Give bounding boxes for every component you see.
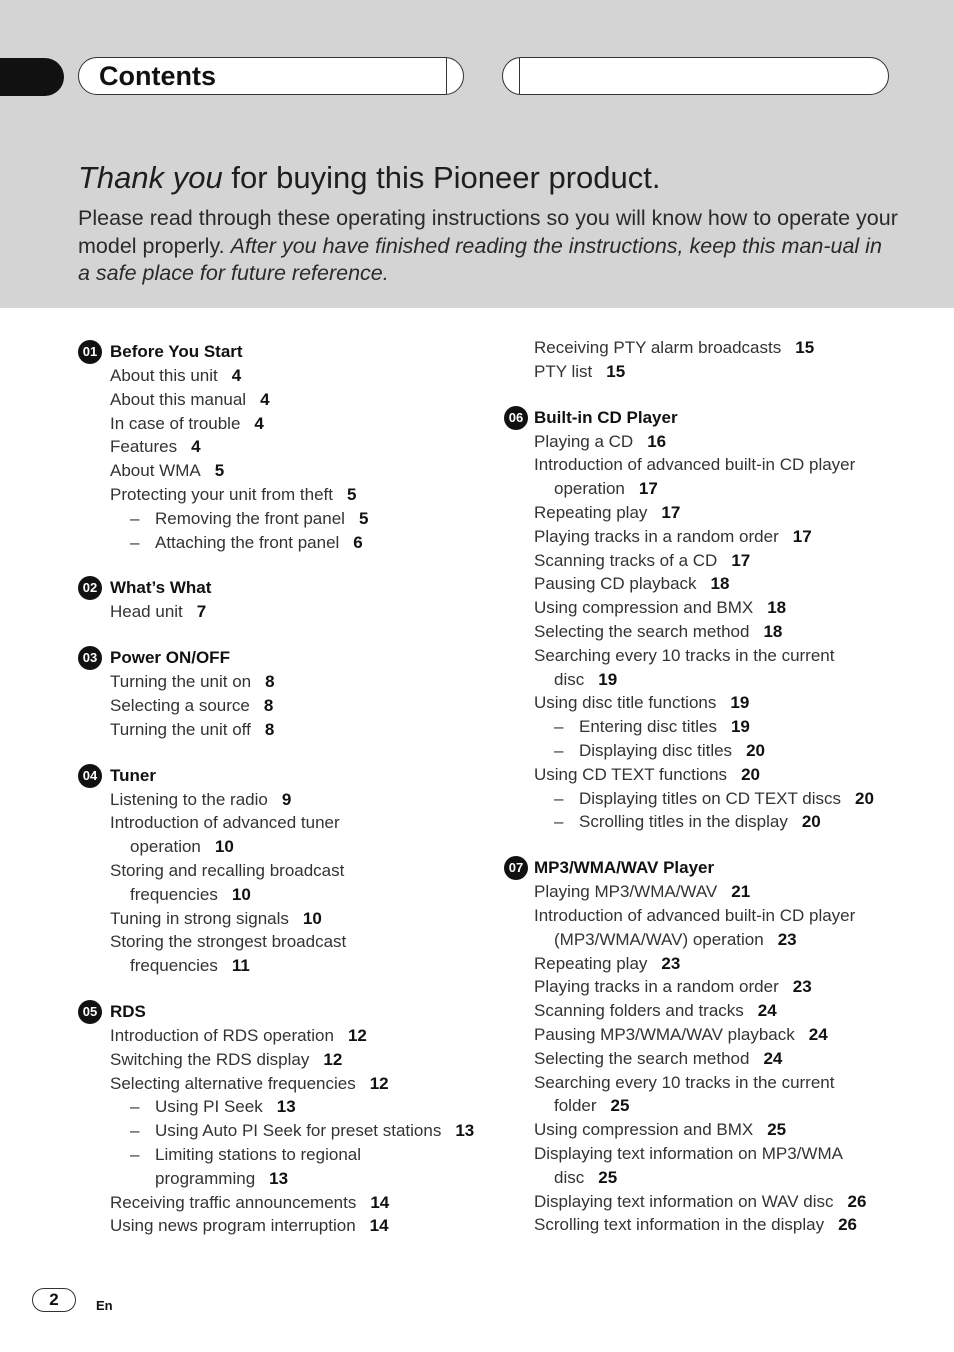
toc-entry[interactable] bbox=[504, 1023, 924, 1047]
entry-page-number: 10 bbox=[231, 884, 251, 904]
toc-right-column bbox=[504, 336, 924, 1259]
entry-title: Receiving PTY alarm broadcasts bbox=[534, 338, 782, 357]
entry-page-number: 20 bbox=[801, 812, 821, 832]
toc-entry[interactable] bbox=[78, 1095, 478, 1119]
entry-title-wrap: (MP3/WMA/WAV) operation bbox=[554, 929, 764, 949]
section-heading bbox=[78, 764, 478, 788]
entry-page-number: 14 bbox=[370, 1192, 390, 1212]
entry-page-number: 8 bbox=[263, 695, 274, 715]
pill-divider bbox=[519, 58, 520, 94]
entry-title: Displaying disc titles bbox=[579, 740, 733, 760]
entry-title: Introduction of advanced built-in CD player bbox=[534, 455, 856, 475]
toc-entry[interactable] bbox=[504, 336, 924, 360]
entry-title: Scrolling text information in the display bbox=[534, 1215, 825, 1235]
toc-entry[interactable] bbox=[504, 596, 924, 620]
entry-title: Head unit bbox=[110, 602, 183, 622]
entry-page-number: 18 bbox=[767, 598, 787, 618]
toc-entry[interactable] bbox=[504, 715, 924, 739]
entry-title: Using PI Seek bbox=[155, 1097, 263, 1117]
toc-entry[interactable] bbox=[504, 549, 924, 573]
entry-page-number: 17 bbox=[661, 502, 681, 522]
entry-page-number: 7 bbox=[196, 602, 207, 622]
entry-title: Playing MP3/WMA/WAV bbox=[534, 882, 718, 902]
toc-entry[interactable] bbox=[504, 691, 924, 715]
toc-entry[interactable] bbox=[78, 1119, 478, 1143]
entry-title: Removing the front panel bbox=[155, 508, 345, 528]
entry-title-continued bbox=[110, 954, 478, 978]
section-title: RDS bbox=[110, 1001, 146, 1021]
toc-entry[interactable] bbox=[504, 644, 924, 692]
entry-page-number: 12 bbox=[323, 1049, 343, 1069]
toc-entry[interactable] bbox=[78, 718, 478, 742]
toc-entry[interactable] bbox=[78, 811, 478, 859]
toc-entry[interactable] bbox=[504, 501, 924, 525]
intro-italic: After you have finished reading the instructions, keep this man-ual in a safe place for future reference. bbox=[78, 233, 882, 285]
entry-page-number: 26 bbox=[847, 1191, 867, 1211]
language-code: En bbox=[96, 1298, 113, 1313]
toc-entry[interactable] bbox=[78, 907, 478, 931]
entry-title: Searching every 10 tracks in the current bbox=[534, 1072, 835, 1092]
entry-title: Using Auto PI Seek for preset stations bbox=[155, 1121, 442, 1141]
toc-entry[interactable] bbox=[504, 360, 924, 384]
toc-entry[interactable] bbox=[78, 694, 478, 718]
dash-marker: – bbox=[130, 1097, 140, 1117]
entry-page-number: 11 bbox=[231, 956, 250, 976]
entry-title: In case of trouble bbox=[110, 413, 241, 433]
section-number-badge: 03 bbox=[78, 646, 102, 670]
section-title: MP3/WMA/WAV Player bbox=[534, 858, 715, 878]
dash-marker: – bbox=[554, 788, 564, 808]
entry-page-number: 10 bbox=[214, 837, 234, 857]
section-heading bbox=[504, 406, 924, 430]
entry-title: Using compression and BMX bbox=[534, 1120, 754, 1140]
toc-entry[interactable] bbox=[504, 525, 924, 549]
section-number-badge: 06 bbox=[504, 406, 528, 430]
entry-title: Using CD TEXT functions bbox=[534, 764, 728, 784]
toc-entry[interactable] bbox=[504, 1118, 924, 1142]
toc-left-column bbox=[78, 340, 478, 1260]
toc-entry[interactable] bbox=[78, 483, 478, 507]
entry-title: Selecting a source bbox=[110, 695, 250, 715]
entry-title: Scrolling titles in the display bbox=[579, 812, 788, 832]
toc-entry[interactable] bbox=[78, 670, 478, 694]
entry-title: Listening to the radio bbox=[110, 789, 268, 809]
entry-title: Receiving traffic announcements bbox=[110, 1192, 357, 1212]
entry-page-number: 19 bbox=[730, 717, 750, 737]
entry-title: Selecting alternative frequencies bbox=[110, 1073, 356, 1093]
section-title: Built-in CD Player bbox=[534, 407, 678, 427]
toc-entry[interactable] bbox=[504, 1213, 924, 1237]
toc-entry[interactable] bbox=[78, 507, 478, 531]
entry-title-continued bbox=[534, 928, 924, 952]
section-number-badge: 02 bbox=[78, 576, 102, 600]
entry-page-number: 12 bbox=[347, 1025, 367, 1045]
toc-entry[interactable] bbox=[504, 904, 924, 952]
toc-entry[interactable] bbox=[504, 880, 924, 904]
intro-paragraph bbox=[78, 205, 898, 288]
section-heading bbox=[78, 576, 478, 600]
entry-title: About this unit bbox=[110, 366, 218, 385]
entry-title: Playing a CD bbox=[534, 431, 634, 451]
entry-title: Features bbox=[110, 437, 178, 457]
toc-entry[interactable] bbox=[504, 952, 924, 976]
toc-entry[interactable] bbox=[504, 763, 924, 787]
entry-title: About this manual bbox=[110, 389, 247, 409]
section-heading bbox=[78, 340, 478, 364]
entry-title-wrap: frequencies bbox=[130, 956, 218, 976]
entry-page-number: 25 bbox=[598, 1167, 618, 1187]
toc-entry[interactable] bbox=[78, 1143, 478, 1191]
entry-page-number: 9 bbox=[281, 789, 292, 809]
thank-you-heading bbox=[78, 160, 660, 196]
blank-title-box bbox=[502, 57, 889, 95]
toc-entry[interactable] bbox=[78, 1191, 478, 1215]
entry-title: Displaying text information on WAV disc bbox=[534, 1191, 834, 1211]
entry-title-wrap: operation bbox=[554, 479, 625, 499]
entry-page-number: 24 bbox=[763, 1048, 783, 1068]
section-tab bbox=[0, 58, 64, 96]
section-heading bbox=[78, 1000, 478, 1024]
toc-entry[interactable] bbox=[78, 1048, 478, 1072]
entry-title: Playing tracks in a random order bbox=[534, 526, 779, 546]
toc-entry[interactable] bbox=[78, 600, 478, 624]
entry-page-number: 13 bbox=[455, 1121, 475, 1141]
section-number-badge: 01 bbox=[78, 340, 102, 364]
toc-section bbox=[504, 856, 924, 1237]
entry-page-number: 23 bbox=[777, 929, 797, 949]
intro-plain: Please read through these operating instructions so you will know how to operate your model properly. bbox=[78, 206, 898, 258]
contents-title: Contents bbox=[99, 61, 216, 91]
toc-entry[interactable] bbox=[78, 388, 478, 412]
entry-title: Attaching the front panel bbox=[155, 532, 340, 552]
entry-page-number: 13 bbox=[269, 1168, 289, 1188]
toc-entry[interactable] bbox=[504, 999, 924, 1023]
entry-page-number: 24 bbox=[808, 1024, 828, 1044]
toc-entry[interactable] bbox=[78, 930, 478, 978]
section-number-badge: 05 bbox=[78, 1000, 102, 1024]
entry-title: PTY list bbox=[534, 361, 593, 381]
page-number: 2 bbox=[32, 1288, 76, 1312]
entry-page-number: 12 bbox=[369, 1073, 389, 1093]
entry-title: Scanning tracks of a CD bbox=[534, 550, 718, 570]
heading-rest: for buying this Pioneer product. bbox=[222, 160, 661, 195]
entry-title: Scanning folders and tracks bbox=[534, 1001, 744, 1021]
toc-entry[interactable] bbox=[504, 430, 924, 454]
entry-page-number: 25 bbox=[610, 1096, 630, 1116]
toc-section bbox=[78, 340, 478, 554]
dash-marker: – bbox=[130, 508, 140, 528]
toc-section bbox=[504, 406, 924, 835]
section-title: Tuner bbox=[110, 765, 156, 785]
dash-marker: – bbox=[130, 1144, 140, 1164]
entry-page-number: 20 bbox=[741, 764, 760, 784]
entry-title-continued bbox=[534, 477, 924, 501]
entry-title: Storing the strongest broadcast bbox=[110, 932, 347, 952]
entry-title: Turning the unit off bbox=[110, 719, 251, 739]
contents-title-box bbox=[78, 57, 464, 95]
entry-title-wrap: disc bbox=[554, 669, 585, 689]
toc-entry[interactable] bbox=[504, 739, 924, 763]
entry-page-number: 14 bbox=[369, 1216, 389, 1236]
entry-title: Storing and recalling broadcast bbox=[110, 860, 345, 880]
entry-page-number: 16 bbox=[647, 431, 667, 451]
entry-title: Switching the RDS display bbox=[110, 1049, 310, 1069]
entry-page-number: 18 bbox=[763, 621, 783, 641]
toc-entry[interactable] bbox=[78, 459, 478, 483]
entry-title-continued bbox=[534, 1094, 924, 1118]
dash-marker: – bbox=[130, 1121, 140, 1141]
entry-title: Selecting the search method bbox=[534, 621, 750, 641]
entry-page-number: 18 bbox=[710, 574, 730, 594]
dash-marker: – bbox=[554, 812, 564, 832]
entry-page-number: 5 bbox=[358, 508, 369, 528]
toc-entry[interactable] bbox=[78, 859, 478, 907]
entry-title-wrap: frequencies bbox=[130, 884, 218, 904]
entry-title-continued bbox=[110, 835, 478, 859]
entry-title-wrap: operation bbox=[130, 837, 201, 857]
entry-title-wrap: disc bbox=[554, 1167, 585, 1187]
pill-divider bbox=[446, 58, 447, 94]
entry-title-continued bbox=[534, 1166, 924, 1190]
entry-page-number: 15 bbox=[795, 338, 815, 357]
section-heading bbox=[78, 646, 478, 670]
entry-page-number: 23 bbox=[661, 953, 681, 973]
section-heading bbox=[504, 856, 924, 880]
entry-page-number: 20 bbox=[855, 788, 874, 808]
entry-title: Using news program interruption bbox=[110, 1216, 356, 1236]
entry-page-number: 17 bbox=[792, 526, 812, 546]
entry-page-number: 5 bbox=[347, 484, 357, 504]
toc-entry[interactable] bbox=[78, 788, 478, 812]
entry-page-number: 24 bbox=[757, 1001, 777, 1021]
entry-title: Pausing CD playback bbox=[534, 574, 697, 594]
entry-title: Limiting stations to regional programming bbox=[155, 1144, 362, 1188]
entry-title: Introduction of RDS operation bbox=[110, 1025, 334, 1045]
section-number-badge: 07 bbox=[504, 856, 528, 880]
entry-title: Displaying text information on MP3/WMA bbox=[534, 1143, 843, 1163]
entry-page-number: 6 bbox=[353, 532, 363, 552]
entry-page-number: 4 bbox=[254, 413, 264, 433]
entry-page-number: 8 bbox=[264, 719, 275, 739]
entry-title: Protecting your unit from theft bbox=[110, 484, 333, 504]
entry-title-continued bbox=[534, 668, 924, 692]
entry-page-number: 25 bbox=[767, 1120, 787, 1140]
entry-title: Using disc title functions bbox=[534, 693, 717, 713]
section-title: Before You Start bbox=[110, 342, 243, 361]
dash-marker: – bbox=[130, 532, 140, 552]
entry-title: Tuning in strong signals bbox=[110, 908, 289, 928]
heading-italic: Thank you bbox=[78, 160, 223, 195]
entry-page-number: 4 bbox=[260, 389, 270, 409]
entry-title: About WMA bbox=[110, 461, 201, 481]
entry-title: Introduction of advanced tuner bbox=[110, 813, 340, 833]
dash-marker: – bbox=[554, 740, 564, 760]
toc-entry[interactable] bbox=[504, 1071, 924, 1119]
entry-page-number: 13 bbox=[276, 1097, 296, 1117]
toc-entry[interactable] bbox=[504, 1190, 924, 1214]
entry-page-number: 5 bbox=[214, 461, 225, 481]
entry-title: Repeating play bbox=[534, 502, 648, 522]
entry-page-number: 4 bbox=[191, 437, 201, 457]
entry-page-number: 23 bbox=[792, 977, 812, 997]
entry-page-number: 21 bbox=[731, 882, 751, 902]
section-title: Power ON/OFF bbox=[110, 648, 230, 668]
toc-entry[interactable] bbox=[78, 435, 478, 459]
dash-marker: – bbox=[554, 717, 564, 737]
toc-entry[interactable] bbox=[504, 572, 924, 596]
entry-page-number: 19 bbox=[730, 693, 750, 713]
entry-title: Searching every 10 tracks in the current bbox=[534, 645, 835, 665]
entry-page-number: 20 bbox=[746, 740, 765, 760]
entry-title-wrap: folder bbox=[554, 1096, 597, 1116]
toc-entry[interactable] bbox=[504, 453, 924, 501]
entry-title: Selecting the search method bbox=[534, 1048, 750, 1068]
toc-continued bbox=[504, 336, 924, 384]
toc-section bbox=[78, 1000, 478, 1238]
toc-entry[interactable] bbox=[78, 1024, 478, 1048]
toc-section bbox=[78, 576, 478, 624]
entry-page-number: 26 bbox=[838, 1215, 858, 1235]
toc-entry[interactable] bbox=[78, 364, 478, 388]
entry-page-number: 4 bbox=[231, 366, 242, 385]
toc-entry[interactable] bbox=[504, 1142, 924, 1190]
toc-section bbox=[78, 646, 478, 741]
entry-title-continued bbox=[110, 883, 478, 907]
toc-entry[interactable] bbox=[78, 1214, 478, 1238]
toc-entry[interactable] bbox=[504, 810, 924, 834]
toc-entry[interactable] bbox=[504, 620, 924, 644]
section-number-badge: 04 bbox=[78, 764, 102, 788]
toc-entry[interactable] bbox=[78, 531, 478, 555]
entry-page-number: 8 bbox=[265, 672, 275, 692]
entry-page-number: 10 bbox=[302, 908, 322, 928]
entry-title: Pausing MP3/WMA/WAV playback bbox=[534, 1024, 795, 1044]
toc-entry[interactable] bbox=[504, 1047, 924, 1071]
entry-page-number: 19 bbox=[598, 669, 618, 689]
toc-section bbox=[78, 764, 478, 978]
entry-title: Turning the unit on bbox=[110, 672, 252, 692]
entry-page-number: 17 bbox=[638, 479, 658, 499]
entry-title: Introduction of advanced built-in CD player bbox=[534, 905, 856, 925]
entry-title: Repeating play bbox=[534, 953, 648, 973]
entry-title: Using compression and BMX bbox=[534, 598, 754, 618]
toc-entry[interactable] bbox=[504, 787, 924, 811]
toc-entry[interactable] bbox=[504, 975, 924, 999]
entry-page-number: 17 bbox=[731, 550, 751, 570]
entry-title: Entering disc titles bbox=[579, 717, 717, 737]
entry-page-number: 15 bbox=[606, 361, 626, 381]
section-title: What’s What bbox=[110, 578, 212, 598]
toc-entry[interactable] bbox=[78, 412, 478, 436]
toc-entry[interactable] bbox=[78, 1072, 478, 1096]
entry-title: Displaying titles on CD TEXT discs bbox=[579, 788, 842, 808]
entry-title: Playing tracks in a random order bbox=[534, 977, 779, 997]
